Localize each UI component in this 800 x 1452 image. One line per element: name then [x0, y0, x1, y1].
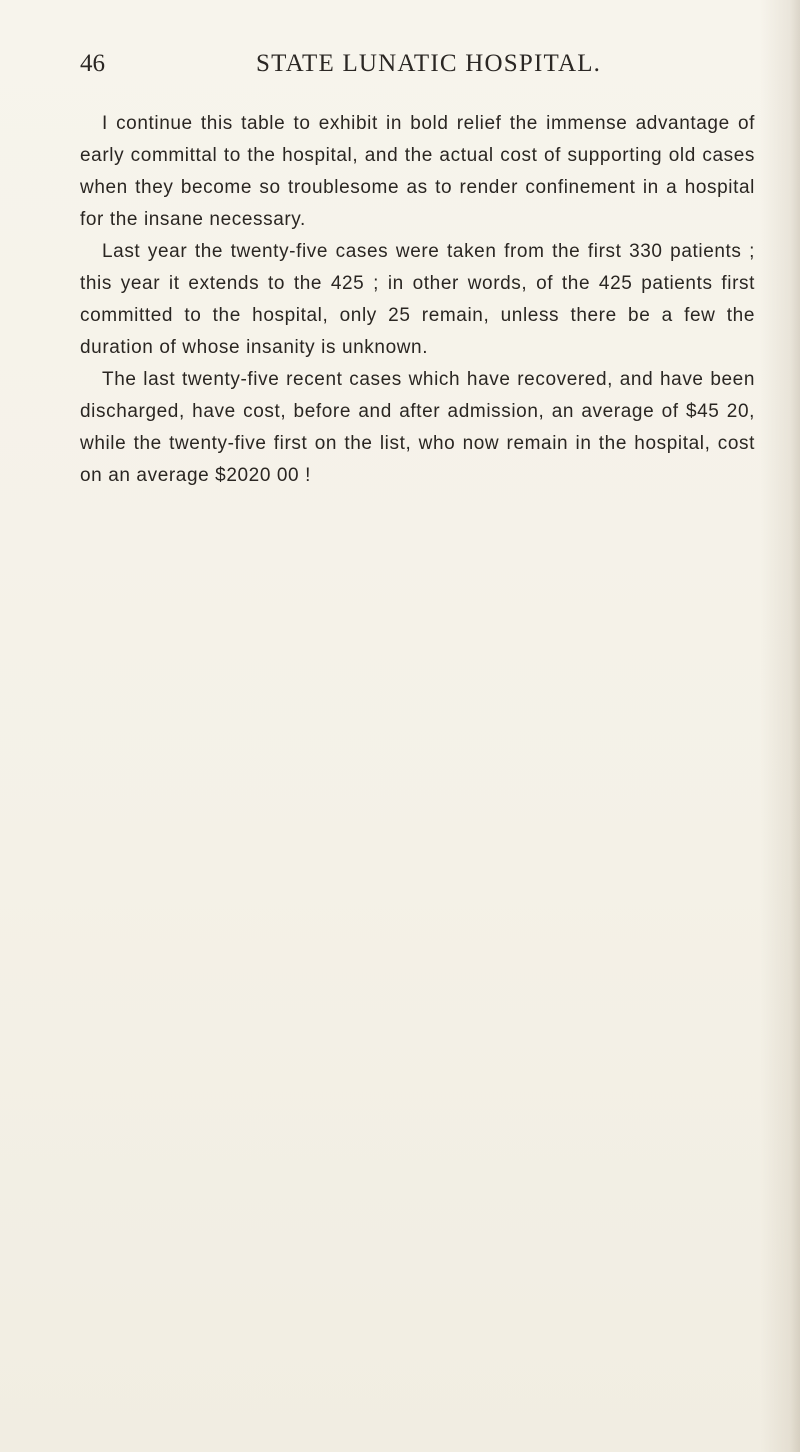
body-text	[80, 108, 755, 492]
paragraph: I continue this table to exhibit in bold relief the immense advantage of early committal to the hospital, and the actual cost of supporting old cases when they become so troublesome as to render confinement in a hospital for the insane necessary.	[80, 113, 755, 230]
paragraph: Last year the twenty-five cases were taken from the first 330 patients ; this year it extends to the 425 ; in other words, of the 425 patients first committed to the hospital, only 25 remain, unless there be a few the duration of whose insanity is unknown.	[80, 241, 755, 358]
running-title: STATE LUNATIC HOSPITAL.	[256, 50, 602, 77]
page-header	[80, 50, 760, 90]
page-number: 46	[80, 50, 105, 77]
paragraph: The last twenty-five recent cases which have recovered, and have been discharged, have cost, before and after admission, an average of $45 20, while the twenty-five first on the list, who now remain in the hospital, cost on an average $2020 00 !	[80, 369, 755, 486]
